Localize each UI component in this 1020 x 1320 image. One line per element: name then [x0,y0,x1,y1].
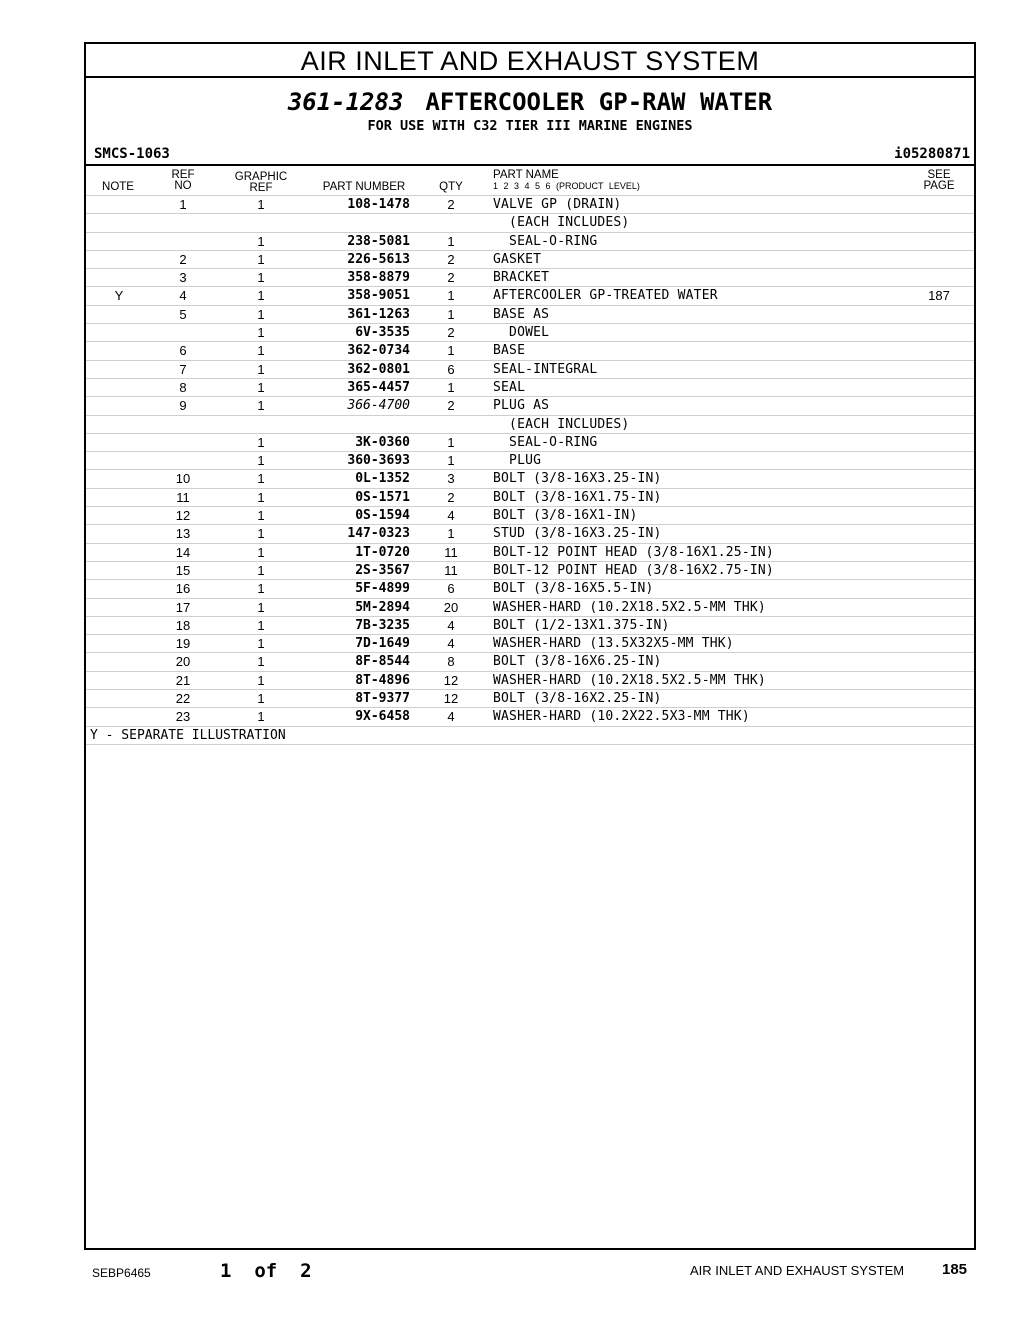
footer-doc-number: SEBP6465 [92,1266,151,1280]
graphic-ref-cell: 1 [257,471,265,487]
footnote-row [86,726,974,745]
header-part-name: PART NAME [493,169,559,181]
graphic-ref-cell: 1 [257,672,265,688]
table-row [86,506,974,524]
qty-cell: 6 [447,581,455,597]
ref-no-cell: 11 [176,489,190,505]
group-usage: FOR USE WITH C32 TIER III MARINE ENGINES [367,118,693,134]
part-name-cell: PLUG AS [493,398,550,414]
part-number-cell: 9X-6458 [355,709,410,725]
table-row [86,305,974,323]
ref-no-cell: 6 [179,343,187,359]
qty-cell: 20 [443,599,459,615]
ref-no-cell: 21 [175,672,191,688]
ref-no-cell: 10 [175,471,191,487]
table-row [86,543,974,561]
ref-no-cell: 19 [175,636,191,652]
graphic-ref-cell: 1 [257,654,265,670]
see-page-cell: 187 [928,288,950,304]
illustration-id: i05280871 [894,146,970,162]
ref-no-cell: 5 [179,306,187,322]
part-number-cell: 358-8879 [347,270,410,286]
part-name-cell: WASHER-HARD (10.2X22.5X3-MM THK) [493,709,750,725]
graphic-ref-cell: 1 [257,562,265,578]
qty-cell: 2 [447,325,455,341]
qty-cell: 6 [447,361,455,377]
table-row [86,213,974,231]
graphic-ref-cell: 1 [257,398,265,414]
table-row [86,268,974,286]
part-name-cell: WASHER-HARD (13.5X32X5-MM THK) [493,636,734,652]
table-row [86,433,974,451]
part-name-cell: BASE [493,343,526,359]
part-number-cell: 5M-2894 [355,599,410,615]
table-row [86,579,974,597]
part-name-cell: GASKET [493,251,542,267]
part-number-cell: 0L-1352 [355,471,410,487]
page-frame [84,42,976,1250]
graphic-ref-cell: 1 [257,434,265,450]
part-number-cell: 226-5613 [347,251,410,267]
graphic-ref-cell: 1 [257,581,265,597]
table-row [86,341,974,359]
part-number-cell: 8F-8544 [355,654,410,670]
ref-no-cell: 16 [175,581,191,597]
header-graphic-bottom: REF [249,182,273,194]
ref-no-cell: 9 [179,398,187,414]
part-name-cell: BRACKET [493,270,550,286]
part-number-cell: 362-0801 [347,361,410,377]
graphic-ref-cell: 1 [257,526,265,542]
part-name-cell: SEAL-O-RING [493,434,598,450]
part-name-cell: STUD (3/8-16X3.25-IN) [493,526,662,542]
footer-page-of: 1 of 2 [220,1260,312,1282]
part-number-cell: 7D-1649 [355,636,410,652]
ref-no-cell: 23 [175,709,191,725]
part-number-cell: 2S-3567 [355,562,410,578]
part-name-cell: BOLT (3/8-16X1.75-IN) [493,489,662,505]
ref-no-cell: 14 [175,544,191,560]
header-qty: QTY [439,181,463,193]
table-row [86,195,974,213]
ref-no-cell: 22 [175,691,191,707]
graphic-ref-cell: 1 [257,453,265,469]
part-number-cell: 7B-3235 [355,617,410,633]
part-number-cell: 1T-0720 [355,544,410,560]
qty-cell: 8 [447,654,455,670]
header-graphic-top: GRAPHIC [234,171,288,183]
note-cell: Y [114,288,124,304]
header-note: NOTE [102,181,134,193]
qty-cell: 12 [443,672,459,688]
part-number-cell: 5F-4899 [355,581,410,597]
table-row [86,689,974,707]
graphic-ref-cell: 1 [257,379,265,395]
part-number-cell: 6V-3535 [355,325,410,341]
table-row [86,598,974,616]
ref-no-cell: 4 [179,288,187,304]
part-number-cell: 8T-4896 [355,672,410,688]
footnote: Y - SEPARATE ILLUSTRATION [90,727,286,743]
graphic-ref-cell: 1 [257,343,265,359]
table-row [86,396,974,414]
part-number-cell: 147-0323 [347,526,410,542]
part-name-cell: (EACH INCLUDES) [493,215,630,231]
header-see-bottom: PAGE [923,180,955,192]
graphic-ref-cell: 1 [257,508,265,524]
ref-no-cell: 20 [175,654,191,670]
header-ref-no [166,170,200,192]
table-row [86,286,974,304]
part-number-cell: 365-4457 [347,379,410,395]
table-row [86,707,974,725]
part-name-cell: SEAL-O-RING [493,233,598,249]
graphic-ref-cell: 1 [257,709,265,725]
qty-cell: 3 [447,471,455,487]
smcs-code: SMCS-1063 [94,146,170,162]
ref-no-cell: 3 [179,270,187,286]
table-row [86,378,974,396]
qty-cell: 1 [447,288,455,304]
part-number-cell: 0S-1571 [355,489,410,505]
ref-no-cell: 7 [179,361,187,377]
qty-cell: 1 [447,526,455,542]
qty-cell: 1 [447,379,455,395]
qty-cell: 1 [447,343,455,359]
graphic-ref-cell: 1 [257,325,265,341]
part-number-cell: 108-1478 [347,197,410,212]
part-name-cell: AFTERCOOLER GP-TREATED WATER [493,288,718,304]
header-see-page [918,170,960,192]
table-row [86,232,974,250]
ref-no-cell: 13 [175,526,191,542]
part-number-cell: 238-5081 [347,233,410,249]
table-row [86,451,974,469]
header-product-level: 1 2 3 4 5 6 (PRODUCT LEVEL) [493,181,640,191]
part-name-cell: BOLT-12 POINT HEAD (3/8-16X1.25-IN) [493,544,774,560]
footer-section: AIR INLET AND EXHAUST SYSTEM [690,1263,905,1278]
table-row [86,469,974,487]
table-row [86,488,974,506]
qty-cell: 1 [447,233,455,249]
table-row [86,652,974,670]
group-number: 361-1283 [287,88,404,116]
ref-no-cell: 17 [175,599,191,615]
table-row [86,616,974,634]
part-name-cell: BOLT (3/8-16X6.25-IN) [493,654,662,670]
part-number-cell: 366-4700 [347,398,410,414]
header-ref-top: REF [171,169,195,181]
ref-no-cell: 1 [179,197,187,212]
graphic-ref-cell: 1 [257,544,265,560]
header-ref-bottom: NO [174,180,192,192]
table-row [86,415,974,433]
table-row [86,323,974,341]
ref-no-cell: 15 [175,562,191,578]
group-title [86,88,974,116]
part-number-cell: 0S-1594 [355,508,410,524]
qty-cell: 1 [447,306,455,322]
part-name-cell: VALVE GP (DRAIN) [493,197,622,212]
table-row [86,634,974,652]
part-number-cell: 358-9051 [347,288,410,304]
header-see-top: SEE [927,169,951,181]
part-number-cell: 362-0734 [347,343,410,359]
graphic-ref-cell: 1 [257,270,265,286]
ref-no-cell: 2 [179,251,187,267]
qty-cell: 2 [447,251,455,267]
part-number-cell: 8T-9377 [355,691,410,707]
header-graphic-ref [226,172,296,194]
table-row [86,561,974,579]
table-row [86,671,974,689]
qty-cell: 2 [447,197,455,212]
qty-cell: 2 [447,270,455,286]
part-name-cell: SEAL [493,379,526,395]
graphic-ref-cell: 1 [257,288,265,304]
part-number-cell: 361-1263 [347,306,410,322]
header-divider [86,164,974,166]
table-row [86,524,974,542]
qty-cell: 2 [447,398,455,414]
group-name: AFTERCOOLER GP-RAW WATER [425,88,773,116]
graphic-ref-cell: 1 [257,489,265,505]
graphic-ref-cell: 1 [257,599,265,615]
part-name-cell: WASHER-HARD (10.2X18.5X2.5-MM THK) [493,599,766,615]
qty-cell: 11 [444,562,458,578]
qty-cell: 1 [447,453,455,469]
graphic-ref-cell: 1 [257,251,265,267]
qty-cell: 4 [447,508,455,524]
part-name-cell: BOLT (3/8-16X5.5-IN) [493,581,654,597]
ref-no-cell: 18 [175,617,191,633]
graphic-ref-cell: 1 [257,636,265,652]
graphic-ref-cell: 1 [257,233,265,249]
part-name-cell: (EACH INCLUDES) [493,416,630,432]
graphic-ref-cell: 1 [257,306,265,322]
part-number-cell: 3K-0360 [355,434,410,450]
table-row [86,250,974,268]
qty-cell: 11 [444,544,458,560]
part-name-cell: BASE AS [493,306,550,322]
qty-cell: 4 [447,709,455,725]
part-number-cell: 360-3693 [347,453,410,469]
qty-cell: 4 [447,636,455,652]
section-title: AIR INLET AND EXHAUST SYSTEM [86,44,974,78]
qty-cell: 1 [447,434,455,450]
part-name-cell: SEAL-INTEGRAL [493,361,598,377]
part-name-cell: BOLT (3/8-16X1-IN) [493,508,638,524]
part-name-cell: BOLT (3/8-16X3.25-IN) [493,471,662,487]
part-name-cell: BOLT (1/2-13X1.375-IN) [493,617,670,633]
part-name-cell: DOWEL [493,325,550,341]
graphic-ref-cell: 1 [257,361,265,377]
graphic-ref-cell: 1 [257,617,265,633]
table-row [86,360,974,378]
parts-table [86,195,974,745]
part-name-cell: WASHER-HARD (10.2X18.5X2.5-MM THK) [493,672,766,688]
graphic-ref-cell: 1 [257,197,265,212]
header-part-number: PART NUMBER [322,181,406,193]
part-name-cell: BOLT (3/8-16X2.25-IN) [493,691,662,707]
graphic-ref-cell: 1 [257,691,265,707]
qty-cell: 4 [447,617,455,633]
part-name-cell: BOLT-12 POINT HEAD (3/8-16X2.75-IN) [493,562,774,578]
ref-no-cell: 8 [179,379,187,395]
ref-no-cell: 12 [175,508,191,524]
qty-cell: 12 [443,691,459,707]
footer-page-number: 185 [942,1261,968,1278]
part-name-cell: PLUG [493,453,542,469]
qty-cell: 2 [447,489,455,505]
